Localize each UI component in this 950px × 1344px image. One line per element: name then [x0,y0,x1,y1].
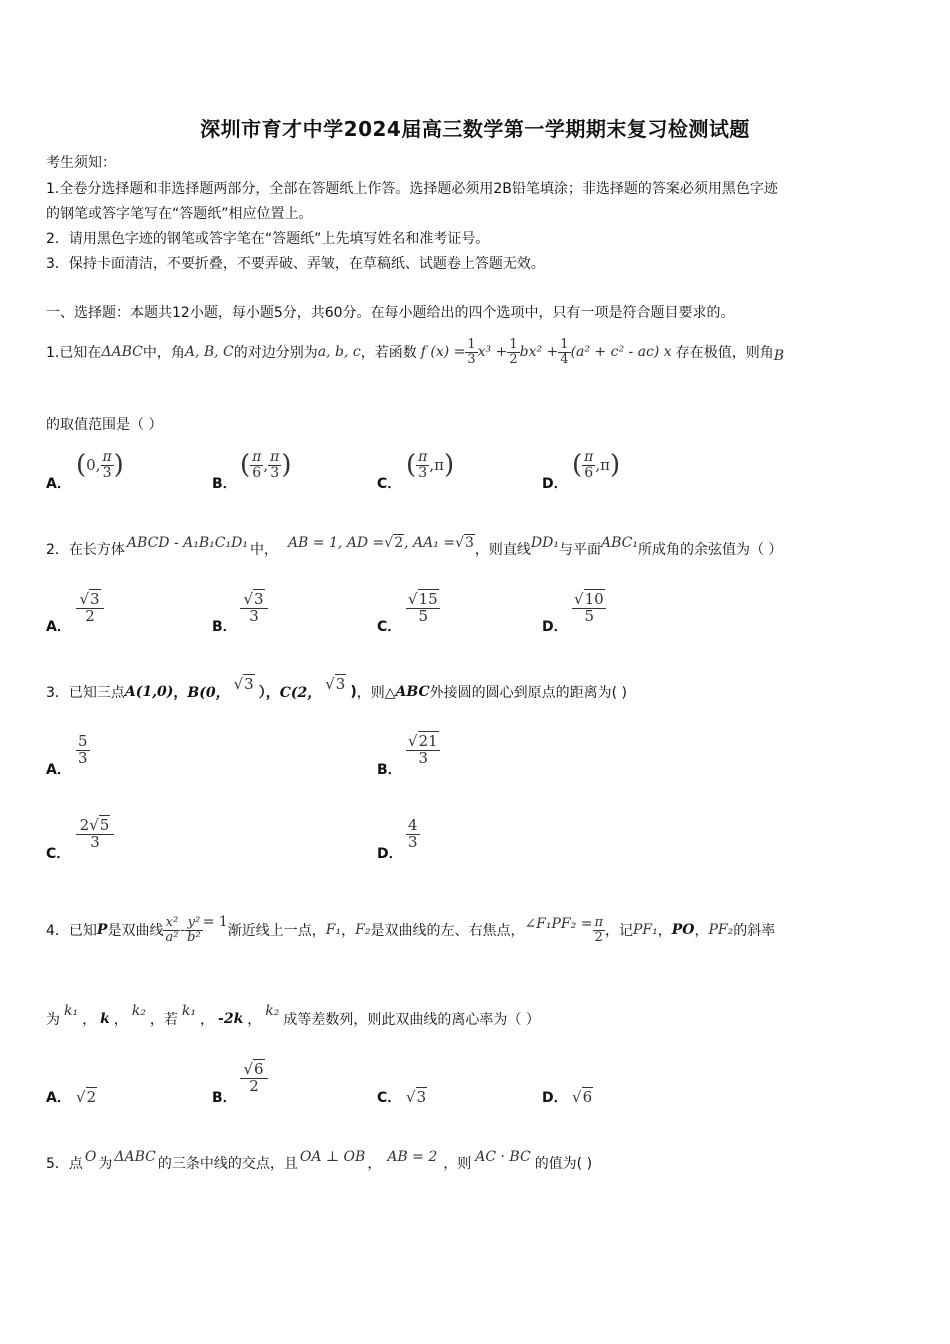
q4-option-a-value: √2 [76,1088,97,1106]
q1-triangle: ΔABC [101,344,143,360]
q2-option-b-label: B． [212,619,237,635]
q2-option-c-label: C． [377,619,402,635]
q4-text: 4．已知 [46,923,97,939]
q2-option-b-value: $\frac{√3}{3}$ [240,592,268,625]
q5-dot-product: AC · BC [475,1149,531,1165]
q1-option-c-label: C． [377,476,402,492]
q2-line: DD₁ [530,535,559,551]
q1-option-a-label: A． [46,476,71,492]
q4-equals-one: = 1 [202,914,228,930]
q1-option-b-label: B． [212,476,237,492]
q4-point-p: P [96,922,108,938]
q3-option-d-value: $\frac{4}{3}$ [408,816,418,851]
q3-point-c: C(2， [279,685,322,701]
q1-option-d-value: ( $\frac{\pi}{6}$ ,π ) [572,449,621,481]
q4-frac-y: $\frac{\text{y²}}{\text{b²}}$ [187,914,201,945]
q3-option-b-value: $\frac{√21}{3}$ [406,734,441,767]
notice-item-2: 2．请用黑色字迹的钢笔或答字笔在“答题纸”上先填写姓名和准考证号。 [46,231,490,247]
question-1-stem [46,330,784,374]
q4-text: 的斜率 [733,923,776,939]
q4-k2: k₂ [131,1003,146,1019]
q3-option-a-value: $\frac{5}{3}$ [78,732,88,767]
q1-frac-third: $\frac{1}{3}$ [467,336,476,367]
q2-text: 2．在长方体 [46,542,125,558]
q4-pf2: PF₂ [708,922,734,938]
q2-text: 中， [249,542,278,558]
q4-k: k [100,1011,110,1027]
q1-function-lhs: f (x) = [420,344,466,360]
q4-option-d-label: D． [542,1090,568,1106]
q1-text: ，若函数 [360,345,417,361]
q4-k2-b: k₂ [265,1003,280,1019]
q1-option-d-label: D． [542,476,568,492]
q4-pf1: PF₁ [632,922,658,938]
q4-frac-pi-half: $\frac{\pi}{2}$ [594,914,603,945]
q4-option-c-label: C． [377,1090,402,1106]
q1-option-a-value: ( 0, $\frac{\pi}{3}$ ) [76,449,124,481]
q1-angle-b: B [773,348,784,364]
q1-term-3: (a² + c² - ac) x [570,344,672,360]
q3-sqrt3-c: √3 [325,675,346,693]
q5-length: AB = 2 [387,1149,438,1165]
q1-text: 存在极值，则角 [675,345,774,361]
q1-frac-half: $\frac{1}{2}$ [509,336,518,367]
q3-point-a: A(1,0) [124,684,174,700]
q3-text: ，则△ [356,685,396,701]
q2-option-d-value: $\frac{√10}{5}$ [572,592,607,625]
q4-option-b-label: B． [212,1090,237,1106]
q4-focus-2: F₂ [355,922,371,938]
q1-text: 的对边分别为 [233,345,318,361]
q4-minus-2k: -2k [218,1011,244,1027]
q3-triangle: ABC [395,684,430,700]
q3-point-b: B(0， [187,685,230,701]
q1-option-b-value: ( $\frac{\pi}{6}$ , $\frac{\pi}{3}$ ) [240,449,292,481]
q4-frac-x: $\frac{\text{x²}}{\text{a²}}$ [165,914,179,945]
q4-text: 渐近线上一点， [227,923,326,939]
page-title: 深圳市育才中学2024届高三数学第一学期期末复习检测试题 [200,117,750,141]
question-5-stem: 5．点 O 为 ΔABC 的三条中线的交点，且 OA ⊥ OB ， AB = 2 ，则 AC · BC 的值为( ) [46,1149,593,1172]
q4-option-d-value: √6 [572,1088,593,1106]
question-3-stem: 3．已知三点 A(1,0) ， B(0， √3 ）， C(2， √3 ) ，则△ ABC 外接圆的圆心到原点的距离为( ) [46,675,627,701]
question-4-stem-cont: 为 k₁ ， k ， k₂ ，若 k₁ ， -2k ， k₂ 成等差数列，则此双曲线的离心率为（ ） [46,1003,540,1028]
question-1-stem-cont: 的取值范围是（ ） [46,417,163,433]
q1-term-1: x³ + [477,344,508,360]
q2-lengths: AB = 1, AD = [287,535,385,551]
q2-option-c-value: $\frac{√15}{5}$ [406,592,441,625]
section-heading: 一、选择题：本题共12小题，每小题5分，共60分。在每小题给出的四个选项中，只有一项是符合题目要求的。 [46,305,735,321]
q3-text: 外接圆的圆心到原点的距离为( ) [429,685,627,701]
q4-angle: ∠F₁PF₂ = [524,916,593,932]
q4-k1-b: k₁ [181,1003,197,1019]
q3-option-c-value: $\frac{2√5}{3}$ [76,818,114,851]
q2-text: 所成角的余弦值为（ ） [637,542,783,558]
q4-text: 是双曲线的左、右焦点， [370,923,525,939]
q4-text: 是双曲线 [107,923,164,939]
q3-text: 3．已知三点 [46,685,125,701]
q2-sqrt3: √3 [455,535,474,551]
q4-text: 成等差数列，则此双曲线的离心率为（ ） [283,1012,540,1028]
q3-option-b-label: B． [377,762,402,778]
q3-option-c-label: C． [46,846,71,862]
q5-triangle: ΔABC [114,1149,156,1165]
q5-text: 5．点 [46,1156,83,1172]
q2-option-d-label: D． [542,619,568,635]
notice-item-1a: 1.全卷分选择题和非选择题两部分，全部在答题纸上作答。选择题必须用2B铅笔填涂；非选择题的答案必须用黑色字迹 [46,181,778,197]
q5-point-o: O [84,1149,97,1165]
q2-option-a-label: A． [46,619,71,635]
q4-po: PO [671,922,695,938]
q1-text: 1.已知在 [46,345,102,361]
q2-cuboid: ABCD - A₁B₁C₁D₁ [126,535,248,551]
notice-item-3: 3．保持卡面清洁，不要折叠，不要弄破、弄皱，在草稿纸、试题卷上答题无效。 [46,256,545,272]
q2-sqrt2: √2 [384,535,404,551]
q2-text: ，则直线 [474,542,531,558]
q2-text: 与平面 [558,542,601,558]
q4-option-a-label: A． [46,1090,71,1106]
q4-option-b-value: $\frac{√6}{2}$ [240,1062,268,1095]
q1-option-c-value: ( $\frac{\pi}{3}$ ,π ) [406,449,455,481]
q3-sqrt3-b: √3 [233,675,254,693]
notice-heading: 考生须知： [46,155,116,171]
q4-text: ，记 [604,923,633,939]
question-4-stem: 4．已知 P 是双曲线 $\frac{\text{x²}}{\text{a²}}$ - $\frac{\text{y²}}{\text{b²}}$ = 1 渐近线上一点， F₁ ， F₂ 是双曲线的左、右焦点， ∠F₁PF₂ = $\frac{\pi}{2}$ ，记 PF₁ ， PO ， PF₂ 的斜率 [46,914,776,945]
q5-perpendicular: OA ⊥ OB [299,1149,366,1165]
q3-option-d-label: D． [377,846,403,862]
q1-frac-quarter: $\frac{1}{4}$ [560,336,569,367]
q4-option-c-value: √3 [406,1088,427,1106]
q2-plane: ABC₁ [600,535,638,551]
question-2-stem [46,534,782,564]
q3-option-a-label: A． [46,762,71,778]
notice-item-1b: 的钢笔或答字笔写在“答题纸”相应位置上。 [46,206,313,222]
q1-angles: A, B, C [184,344,234,360]
q1-text: 中，角 [142,345,185,361]
q2-aa1: , AA₁ = [404,535,456,551]
q1-term-2: bx² + [519,344,559,360]
q2-option-a-value: $\frac{√3}{2}$ [76,592,104,625]
q4-k1: k₁ [64,1003,79,1019]
q4-focus-1: F₁ [325,922,342,938]
q1-sides: a, b, c [317,344,361,360]
